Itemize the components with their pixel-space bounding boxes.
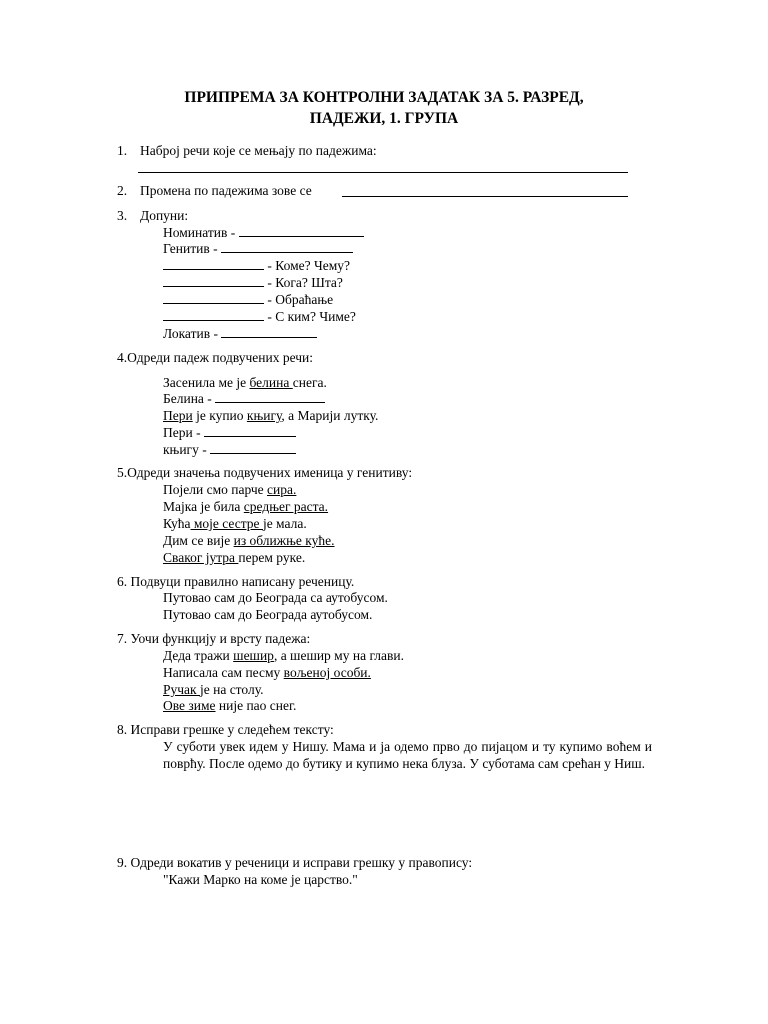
sentence-text: , а Марији лутку.: [281, 408, 379, 423]
question-6-text: 6. Подвуци правилно написану реченицу.: [117, 574, 355, 589]
dativ-row: [163, 257, 350, 274]
question-7-text: 7. Уочи функцију и врсту падежа:: [117, 631, 311, 646]
sentence: [163, 498, 328, 515]
underlined-word: Ове зиме: [163, 698, 216, 713]
answer-blank: [163, 274, 264, 287]
underlined-word: Сваког јутра: [163, 550, 239, 565]
answer-blank: [221, 325, 317, 338]
instrumental-question: - С ким? Чиме?: [267, 309, 356, 324]
question-2-number: 2.: [117, 183, 128, 198]
sentence-text: је на столу.: [199, 682, 264, 697]
title-line-1: ПРИПРЕМА ЗА КОНТРОЛНИ ЗАДАТАК ЗА 5. РАЗРЕД,: [184, 89, 584, 106]
question-3-number: 3.: [117, 208, 128, 223]
sentence-text: снега.: [292, 375, 327, 390]
nominativ-row: [163, 224, 364, 241]
question-9-text: 9. Одреди вокатив у реченици и исправи грешку у правопису:: [117, 855, 473, 870]
sentence: Путовао сам до Београда аутобусом.: [163, 607, 373, 622]
underlined-word: сира.: [267, 482, 297, 497]
vokativ-question: - Обраћање: [267, 292, 334, 307]
sentence-text: је купио: [192, 408, 247, 423]
sentence-text: је мала.: [262, 516, 307, 531]
answer-blank: [239, 224, 364, 237]
sentence: [163, 697, 296, 714]
underlined-word: Пери: [163, 408, 193, 423]
vokativ-row: [163, 291, 333, 308]
lokativ-label: Локатив -: [163, 326, 218, 341]
question-2-text: Промена по падежима зове се: [140, 183, 312, 198]
sentence: [163, 664, 371, 681]
answer-blank: [221, 240, 353, 253]
title-line-2: ПАДЕЖИ, 1. ГРУПА: [309, 110, 459, 127]
knjigu-label: књигу -: [163, 442, 207, 457]
sentence: [163, 647, 404, 664]
underlined-word: књигу: [246, 408, 282, 423]
question-8-text: 8. Исправи грешке у следећем тексту:: [117, 722, 334, 737]
question-4-text: 4.Одреди падеж подвучених речи:: [117, 350, 314, 365]
nominativ-label: Номинатив -: [163, 225, 236, 240]
question-3-text: Допуни:: [140, 208, 189, 223]
akuzativ-row: [163, 274, 343, 291]
instrumental-row: [163, 308, 356, 325]
sentence-text: Кућа: [163, 516, 191, 531]
sentence: [163, 481, 296, 498]
answer-line: [138, 172, 628, 173]
answer-blank: [163, 308, 264, 321]
sentence-text: Деда тражи: [163, 648, 234, 663]
sentence-text: перем руке.: [238, 550, 306, 565]
sentence-text: Појели смо парче: [163, 482, 268, 497]
genitiv-label: Генитив -: [163, 241, 218, 256]
error-paragraph: У суботи увек идем у Нишу. Мама и ја одемо прво до пијацом и ту купимо воћем и поврћу. После одемо до бутику и купимо нека блуза. У суботама сам срећан у Ниш.: [163, 739, 652, 771]
answer-blank: [215, 390, 325, 403]
underlined-word: вољеној особи.: [283, 665, 371, 680]
quote-sentence: "Кажи Марко на коме је царство.": [163, 872, 358, 887]
sentence-text: Дим се вије: [163, 533, 234, 548]
sentence-text: није пао снег.: [215, 698, 297, 713]
answer-line: [342, 196, 628, 197]
question-1-text: Наброј речи које се мењају по падежима:: [140, 143, 377, 158]
sentence-text: Засенила ме је: [163, 375, 250, 390]
dativ-question: - Коме? Чему?: [267, 258, 351, 273]
underlined-word: шешир: [233, 648, 274, 663]
answer-blank: [210, 441, 296, 454]
lokativ-row: [163, 325, 317, 342]
answer-blank: [204, 424, 296, 437]
belina-label: Белина -: [163, 391, 212, 406]
sentence: [163, 532, 334, 549]
belina-row: [163, 390, 325, 407]
underlined-word: моје сестре: [190, 516, 263, 531]
underlined-word: средњег раста.: [243, 499, 329, 514]
peri-label: Пери -: [163, 425, 201, 440]
question-5-text: 5.Одреди значења подвучених именица у генитиву:: [117, 465, 413, 480]
sentence: [163, 407, 378, 424]
underlined-word: из оближње куће.: [233, 533, 335, 548]
sentence: [163, 374, 327, 391]
genitiv-row: [163, 240, 353, 257]
sentence: [163, 515, 307, 532]
question-1-number: 1.: [117, 143, 128, 158]
answer-blank: [163, 257, 264, 270]
knjigu-row: [163, 441, 296, 458]
sentence-text: Мајка је била: [163, 499, 244, 514]
peri-row: [163, 424, 296, 441]
sentence-text: , а шешир му на глави.: [273, 648, 405, 663]
sentence: Путовао сам до Београда са аутобусом.: [163, 590, 388, 605]
underlined-word: белина: [249, 375, 293, 390]
answer-blank: [163, 291, 264, 304]
sentence-text: Написала сам песму: [163, 665, 284, 680]
akuzativ-question: - Кога? Шта?: [267, 275, 343, 290]
sentence: [163, 681, 264, 698]
sentence: [163, 549, 305, 566]
underlined-word: Ручак: [163, 682, 200, 697]
